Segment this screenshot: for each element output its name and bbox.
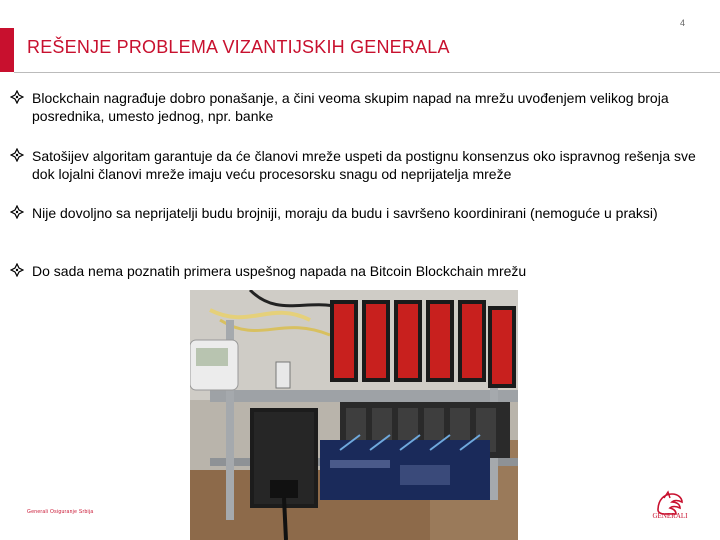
bullet-text: Do sada nema poznatih primera uspešnog napada na Bitcoin Blockchain mrežu: [32, 263, 527, 279]
slide-number: 4: [680, 18, 686, 28]
bullet-text: Satošijev algoritam garantuje da će članovi mreže uspeti da postignu konsenzus oko ispravnog rešenja sve dok lojalni članovi mreže imaju veću procesorsku snagu od neprijatelja mreže: [32, 148, 696, 182]
mining-rig-photo: [190, 290, 518, 540]
diamond-bullet-icon: [10, 263, 24, 277]
bullet-text: Nije dovoljno sa neprijatelji budu brojniji, moraju da budu i savršeno koordinirani (nemoguće u praksi): [32, 205, 658, 221]
diamond-bullet-icon: [10, 148, 24, 162]
diamond-bullet-icon: [10, 90, 24, 104]
diamond-bullet-icon: [10, 205, 24, 219]
slide-title: REŠENJE PROBLEMA VIZANTIJSKIH GENERALA: [27, 37, 450, 57]
logo-wordmark: GENERALI: [652, 512, 688, 520]
bullet-text: Blockchain nagrađuje dobro ponašanje, a čini veoma skupim napad na mrežu uvođenjem velikog broja posrednika, umesto jednog, npr. banke: [32, 90, 669, 124]
footer-company: Generali Osiguranje Srbija: [27, 509, 94, 515]
title-divider: [14, 72, 720, 73]
title-accent-bar: [0, 28, 14, 72]
